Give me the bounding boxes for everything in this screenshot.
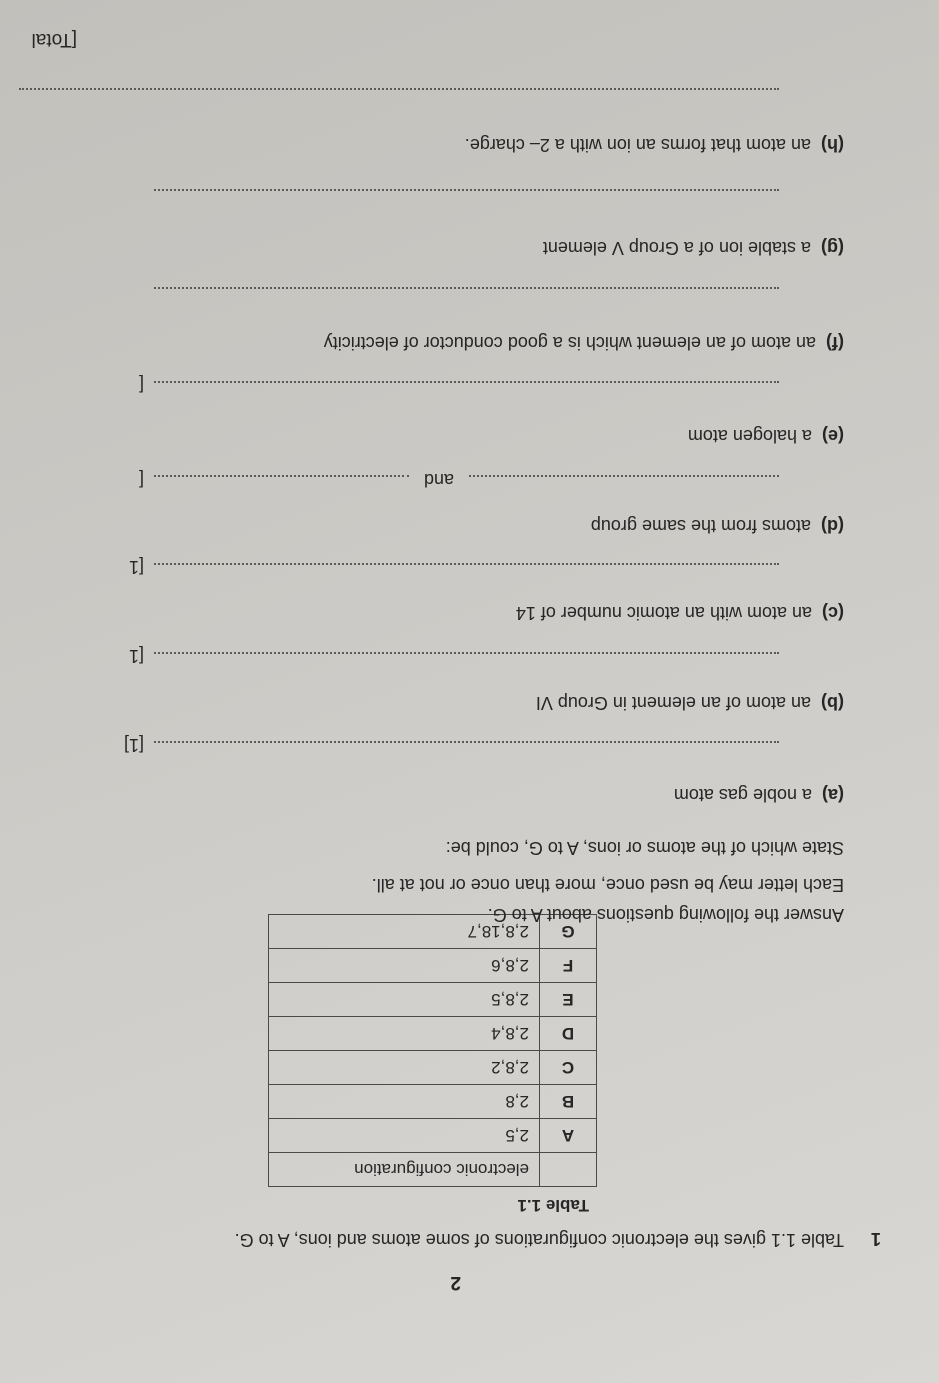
answer-line-h[interactable] [19, 88, 779, 90]
row-letter: E [540, 983, 597, 1017]
instruction-state: State which of the atoms or ions, A to G, could be: [445, 838, 844, 858]
page-number: 2 [450, 1272, 461, 1293]
part-text: an atom of an element which is a good conductor of electricity [323, 333, 816, 353]
row-letter: B [540, 1085, 597, 1119]
part-text: an atom with an atomic number of 14 [515, 603, 812, 623]
part-label: (h) [821, 135, 844, 155]
part-e [688, 425, 844, 446]
part-text: a halogen atom [687, 426, 812, 446]
answer-line-f[interactable] [154, 287, 779, 289]
part-label: (g) [821, 238, 844, 258]
answer-line-d2[interactable] [154, 475, 409, 477]
row-config: 2,8 [269, 1085, 540, 1119]
part-label: (a) [822, 785, 844, 805]
answer-line-e[interactable] [154, 381, 779, 383]
part-text: an atom that forms an ion with a 2– charge. [464, 135, 811, 155]
part-d [591, 515, 844, 536]
part-text: a noble gas atom [673, 785, 812, 805]
mark-b: [1 [128, 646, 144, 666]
table-row [269, 949, 597, 983]
part-text: atoms from the same group [590, 516, 811, 536]
instruction-letters: Each letter may be used once, more than once or not at all. [371, 875, 844, 895]
answer-line-d1[interactable] [469, 475, 779, 477]
part-g [543, 237, 844, 258]
part-h [465, 134, 844, 155]
table-row [269, 1051, 597, 1085]
table-title: Table 1.1 [517, 1196, 589, 1215]
table-row [269, 983, 597, 1017]
and-word: and [423, 470, 454, 490]
row-config: 2,8,5 [269, 983, 540, 1017]
table-header-blank [540, 1153, 597, 1187]
part-text: an atom of an element in Group VI [535, 693, 811, 713]
part-text: a stable ion of a Group V element [542, 238, 811, 258]
part-f [324, 332, 844, 353]
table-row [269, 1085, 597, 1119]
table-row [269, 1119, 597, 1153]
answer-line-c[interactable] [154, 563, 779, 565]
part-b [536, 692, 844, 713]
row-config: 2,8,4 [269, 1017, 540, 1051]
row-letter: D [540, 1017, 597, 1051]
row-letter: F [540, 949, 597, 983]
question-number: 1 [870, 1229, 881, 1249]
mark-d: [ [138, 470, 144, 490]
answer-line-g[interactable] [154, 189, 779, 191]
part-label: (d) [821, 516, 844, 536]
table-header-row [269, 1153, 597, 1187]
row-config: 2,8,2 [269, 1051, 540, 1085]
row-letter: C [540, 1051, 597, 1085]
table-header-cell: electronic configuration [269, 1153, 540, 1187]
instruction-answer: Answer the following questions about A to G. [487, 905, 844, 925]
part-a [674, 784, 844, 805]
part-c [516, 602, 844, 623]
answer-line-a[interactable] [154, 741, 779, 743]
part-label: (c) [822, 603, 844, 623]
row-config: 2,8,18,7 [269, 915, 540, 949]
total-mark: [Total [31, 29, 77, 50]
part-label: (b) [821, 693, 844, 713]
mark-a: [1] [123, 735, 144, 755]
answer-line-b[interactable] [154, 652, 779, 654]
row-letter: A [540, 1119, 597, 1153]
row-letter: G [540, 915, 597, 949]
row-config: 2,8,6 [269, 949, 540, 983]
part-label: (e) [822, 426, 844, 446]
mark-e: [ [138, 375, 144, 395]
row-config: 2,5 [269, 1119, 540, 1153]
question-intro: Table 1.1 gives the electronic configurations of some atoms and ions, A to G. [234, 1230, 844, 1250]
mark-c: [1 [128, 557, 144, 577]
part-label: (f) [826, 333, 844, 353]
table-row [269, 1017, 597, 1051]
electron-config-table [268, 914, 597, 1187]
